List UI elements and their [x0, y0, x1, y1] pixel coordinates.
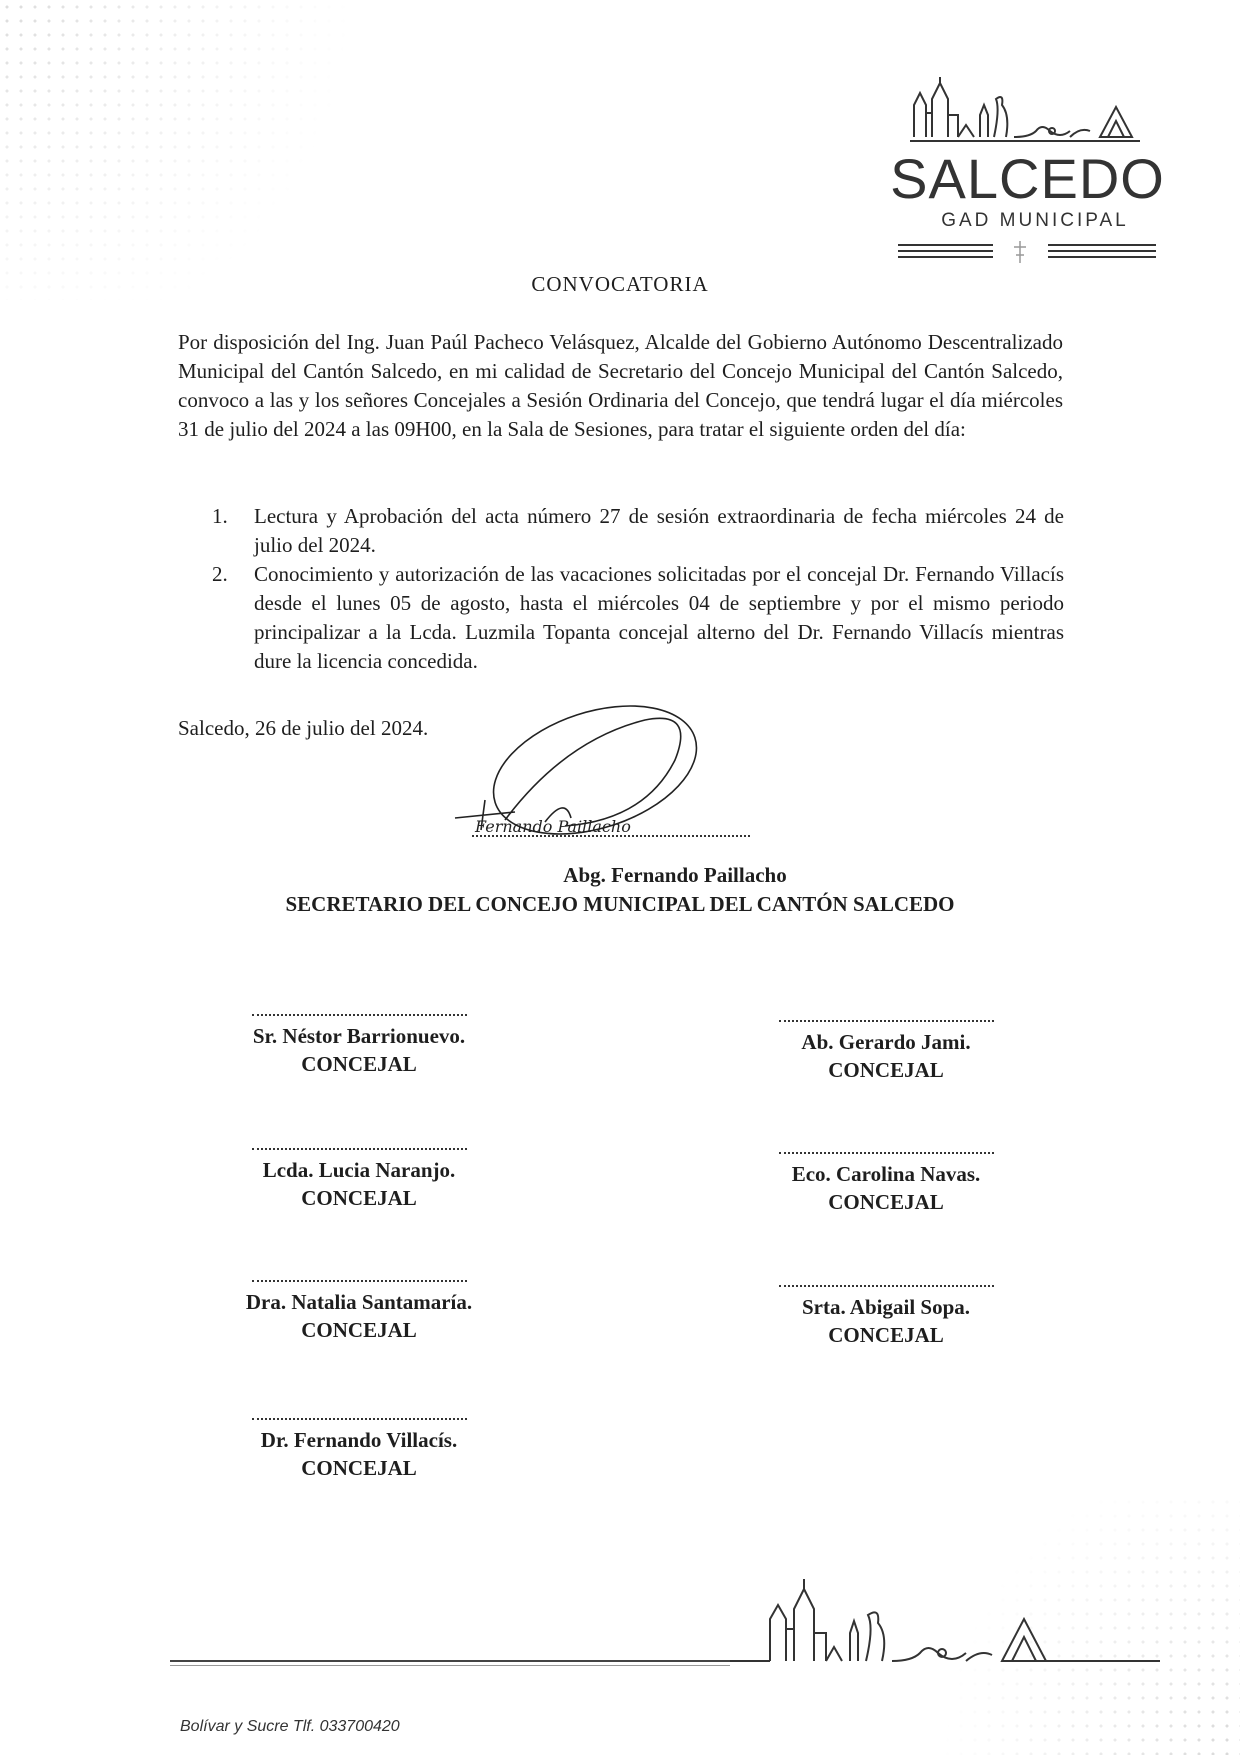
logo-subtitle: GAD MUNICIPAL: [941, 210, 1129, 231]
decorative-dot-pattern: [0, 0, 360, 300]
councilor-name: Dra. Natalia Santamaría.: [245, 1290, 473, 1314]
secretary-title: SECRETARIO DEL CONCEJO MUNICIPAL DEL CANTÓN SALCEDO: [285, 892, 955, 916]
councilor-role: CONCEJAL: [301, 1456, 417, 1480]
logo-wordmark: SALCEDO: [890, 147, 1165, 210]
agenda-item-text: Conocimiento y autorización de las vacaciones solicitadas por el concejal Dr. Fernando Villacís desde el lunes 05 de agosto, hasta el miércoles 04 de septiembre y por el mismo periodo principalizar a la Lcda. Luzmila Topanta concejal alterno del Dr. Fernando Villacís mientras dure la licencia concedida.: [254, 562, 1064, 673]
signature-line: [779, 1152, 994, 1154]
signature-line: [252, 1148, 467, 1150]
signature-line: [252, 1418, 467, 1420]
signature-line: [779, 1020, 994, 1022]
signature-block: [721, 1285, 1051, 1349]
signature-block: [194, 1148, 524, 1212]
councilor-role: CONCEJAL: [301, 1186, 417, 1210]
councilor-name: Srta. Abigail Sopa.: [801, 1295, 971, 1319]
footer-skyline-icon: [730, 1575, 1170, 1675]
councilor-role: CONCEJAL: [828, 1058, 944, 1082]
signature-block: [194, 1418, 524, 1482]
signature-block: [194, 1280, 524, 1344]
agenda-list: [212, 502, 1064, 676]
signature-line: [252, 1280, 467, 1282]
signature-line: [779, 1285, 994, 1287]
agenda-item: [212, 560, 1064, 676]
signature-block: [721, 1020, 1051, 1084]
councilor-role: CONCEJAL: [828, 1190, 944, 1214]
agenda-item: [212, 502, 1064, 560]
councilor-name: Sr. Néstor Barrionuevo.: [252, 1024, 466, 1048]
signature-block: [194, 1014, 524, 1078]
councilor-name: Eco. Carolina Navas.: [791, 1162, 981, 1186]
signature-block: [721, 1152, 1051, 1216]
document-title: CONVOCATORIA: [531, 272, 709, 296]
place-and-date: Salcedo, 26 de julio del 2024.: [178, 716, 429, 740]
agenda-item-number: 1.: [212, 504, 228, 528]
logo-underline-decoration: [898, 237, 1158, 267]
signature-line: [252, 1014, 467, 1016]
skyline-icon: [910, 75, 1150, 153]
councilor-name: Ab. Gerardo Jami.: [801, 1030, 971, 1054]
councilor-role: CONCEJAL: [828, 1323, 944, 1347]
gad-salcedo-logo: [890, 75, 1165, 265]
signature-line: [472, 835, 750, 837]
secretary-name: Abg. Fernando Paillacho: [563, 863, 787, 887]
councilor-role: CONCEJAL: [301, 1318, 417, 1342]
footer-rule: [170, 1665, 730, 1666]
agenda-item-text: Lectura y Aprobación del acta número 27 de sesión extraordinaria de fecha miércoles 24 de julio del 2024.: [254, 504, 1064, 557]
footer-address: Bolívar y Sucre Tlf. 033700420: [180, 1718, 400, 1735]
convocation-paragraph: Por disposición del Ing. Juan Paúl Pacheco Velásquez, Alcalde del Gobierno Autónomo Descentralizado Municipal del Cantón Salcedo, en mi calidad de Secretario del Concejo Municipal del Cantón Salcedo, convoco a las y los señores Concejales a Sesión Ordinaria del Concejo, que tendrá lugar el día miércoles 31 de julio del 2024 a las 09H00, en la Sala de Sesiones, para tratar el siguiente orden del día:: [178, 330, 1063, 441]
handwritten-signature: [445, 700, 745, 840]
agenda-item-number: 2.: [212, 562, 228, 586]
councilor-name: Dr. Fernando Villacís.: [260, 1428, 458, 1452]
footer-rule: [170, 1660, 730, 1662]
councilor-role: CONCEJAL: [301, 1052, 417, 1076]
councilor-name: Lcda. Lucia Naranjo.: [262, 1158, 456, 1182]
signature-script: Fernando Paillacho: [475, 817, 631, 836]
